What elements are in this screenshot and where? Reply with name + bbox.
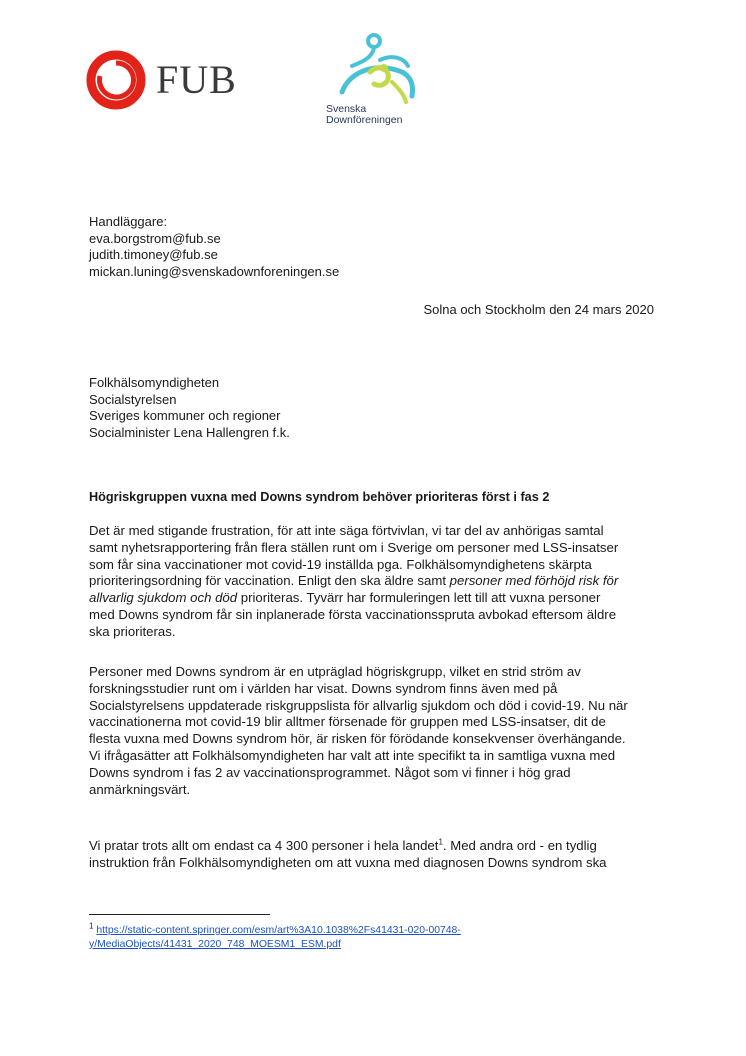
- text-line: [89, 838, 669, 855]
- text-segment: . Med andra ord - en tydlig: [442, 838, 597, 853]
- recipients-block: [89, 375, 290, 441]
- text-line: forskningsstudier runt om i världen har visat. Downs syndrom finns även med på: [89, 680, 558, 696]
- paragraph-2: [89, 664, 669, 798]
- text-line: Personer med Downs syndrom är en utpräglad högriskgrupp, vilket en strid ström av: [89, 664, 581, 679]
- recipient: Folkhälsomyndigheten: [89, 375, 220, 390]
- fub-ring-icon: [86, 50, 146, 110]
- fub-logo-text: FUB: [156, 57, 237, 102]
- email-link[interactable]: mickan.luning@svenskadownforeningen.se: [89, 263, 340, 279]
- letter-heading: Högriskgruppen vuxna med Downs syndrom behöver prioriteras först i fas 2: [89, 490, 550, 504]
- footnote-marker[interactable]: 1: [438, 837, 443, 847]
- downforeningen-line1: Svenska: [326, 103, 367, 115]
- text-line: anmärkningsvärt.: [89, 781, 191, 797]
- footnote-divider: [89, 914, 270, 915]
- text-line: samt nyhetsrapportering från flera ställen runt om i Sverige om personer med LSS-insatser: [89, 539, 619, 555]
- footnote-line: [89, 938, 461, 952]
- email-link[interactable]: eva.borgstrom@fub.se: [89, 230, 221, 246]
- email-link[interactable]: judith.timoney@fub.se: [89, 247, 218, 262]
- downforeningen-line2: Downföreningen: [326, 114, 403, 126]
- fub-logo: [86, 50, 237, 110]
- text-line: flesta vuxna med Downs syndrom hör, är risken för förödande konsekvenser överhängande.: [89, 731, 626, 747]
- footnote: [89, 921, 461, 952]
- footnote-link-continued[interactable]: y/MediaObjects/41431_2020_748_MOESM1_ESM.pdf: [89, 939, 341, 950]
- text-line: Vi ifrågasätter att Folkhälsomyndigheten har valt att inte specifikt ta in samtliga vuxna med: [89, 747, 616, 763]
- downforeningen-figure-icon: [322, 32, 428, 106]
- date-line: Solna och Stockholm den 24 mars 2020: [423, 302, 654, 317]
- italic-segment: allvarlig sjukdom och död: [89, 590, 238, 606]
- handlaggare-block: [89, 214, 339, 280]
- text-line: [89, 573, 669, 590]
- text-line: som får sina vaccinationer mot covid-19 inställda pga. Folkhälsomyndighetens skärpta: [89, 556, 592, 572]
- text-segment: prioriteringsordning för vaccination. Enligt den ska äldre samt: [89, 573, 446, 589]
- text-line: instruktion från Folkhälsomyndigheten om att vuxna med diagnosen Downs syndrom ska: [89, 854, 607, 870]
- text-segment: Vi pratar trots allt om endast ca 4 300 personer i hela landet: [89, 838, 439, 853]
- footnote-line: [89, 921, 461, 938]
- text-line: Det är med stigande frustration, för att inte säga förtvivlan, vi tar del av anhörigas samtal: [89, 523, 604, 538]
- text-line: med Downs syndrom får sin inplanerade första vaccinationsspruta avbokad eftersom äldre: [89, 606, 617, 622]
- recipient: Socialminister Lena Hallengren f.k.: [89, 424, 290, 440]
- italic-segment: personer med förhöjd risk för: [449, 573, 619, 589]
- text-segment: prioriteras. Tyvärr har formuleringen lett till att vuxna personer: [240, 590, 601, 606]
- recipient: Socialstyrelsen: [89, 391, 177, 407]
- paragraph-1: [89, 523, 669, 641]
- text-line: ska prioriteras.: [89, 623, 176, 639]
- text-line: [89, 590, 669, 607]
- text-line: vaccinationerna mot covid-19 blir alltmer försenade för gruppen med LSS-insatser, dit de: [89, 714, 606, 730]
- recipient: Sveriges kommuner och regioner: [89, 408, 281, 423]
- svenska-downforeningen-logo: [322, 32, 428, 130]
- paragraph-3: [89, 838, 669, 872]
- handlaggare-label: Handläggare:: [89, 214, 168, 229]
- text-line: Downs syndrom i fas 2 av vaccinationsprogrammet. Något som vi finner i hög grad: [89, 764, 571, 780]
- footnote-link[interactable]: https://static-content.springer.com/esm/art%3A10.1038%2Fs41431-020-00748-: [96, 925, 461, 936]
- footnote-number: 1: [89, 921, 94, 931]
- text-line: Socialstyrelsens uppdaterade riskgruppslista för allvarlig sjukdom och död i covid-19. Nu när: [89, 697, 628, 713]
